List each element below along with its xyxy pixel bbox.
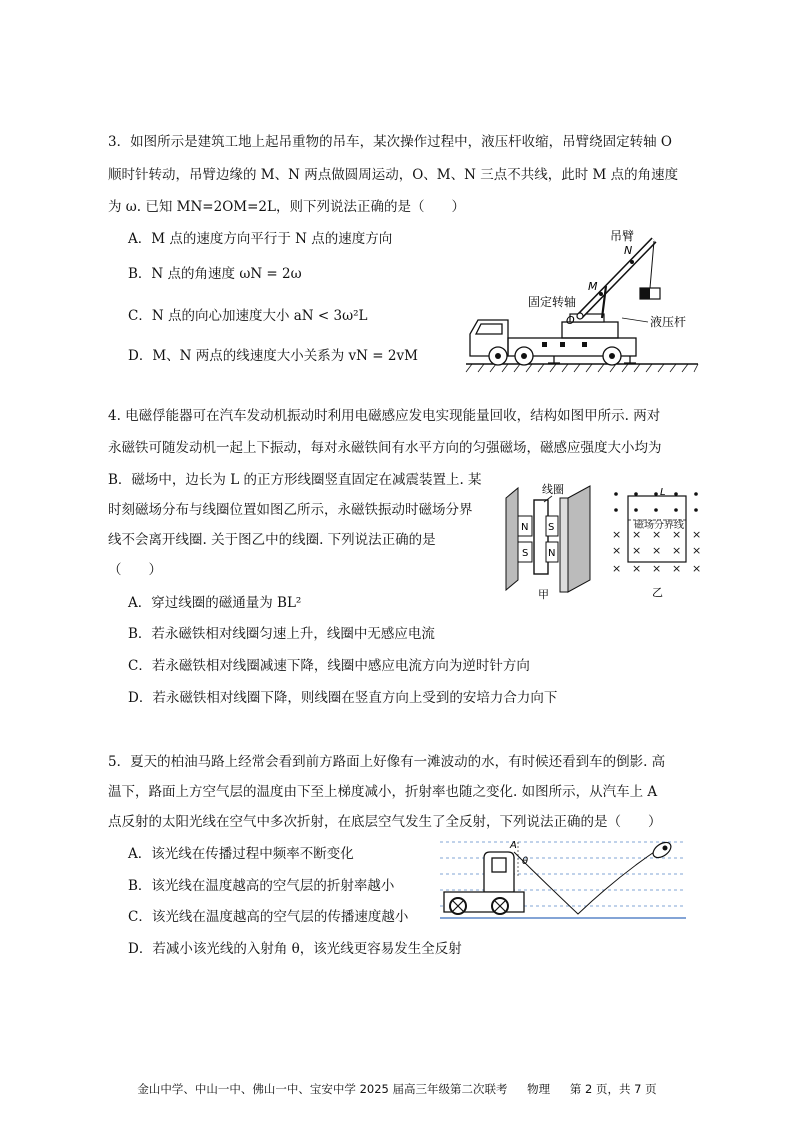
q4-option-c[interactable] xyxy=(128,656,530,676)
label-theta: θ xyxy=(522,856,529,867)
field-crosses xyxy=(612,528,701,575)
q3-option-b[interactable] xyxy=(128,264,302,284)
figure-yi xyxy=(608,484,704,600)
q3-option-d[interactable] xyxy=(128,346,418,366)
q3-stem-line3: 为 ω. 已知 MN=2OM=2L，则下列说法正确的是（ ） xyxy=(108,199,465,215)
magnet-n-right: N xyxy=(548,548,556,559)
option-text: 该光线在温度越高的空气层的折射率越小 xyxy=(151,878,395,894)
svg-text:×: × xyxy=(612,528,622,541)
label-m: M xyxy=(588,280,598,293)
option-text: 该光线在传播过程中频率不断变化 xyxy=(151,846,354,862)
option-label: A． xyxy=(128,231,152,247)
svg-text:×: × xyxy=(612,544,622,557)
svg-text:×: × xyxy=(692,544,702,557)
option-text: 若减小该光线的入射角 θ，该光线更容易发生全反射 xyxy=(152,941,462,957)
option-text: 若永磁铁相对线圈下降，则线圈在竖直方向上受到的安培力合力向下 xyxy=(152,690,558,706)
magnet-s-left: S xyxy=(522,548,529,559)
footer-page: 第 2 页，共 7 页 xyxy=(569,1082,657,1096)
footer-subject: 物理 xyxy=(527,1082,551,1096)
q5-option-c[interactable] xyxy=(128,907,408,927)
option-label: A． xyxy=(128,595,152,611)
q5-option-d[interactable] xyxy=(128,939,462,959)
q3-option-a[interactable] xyxy=(128,229,392,249)
option-text: 若永磁铁相对线圈减速下降，线圈中感应电流方向为逆时针方向 xyxy=(151,658,530,674)
option-text: 该光线在温度越高的空气层的传播速度越小 xyxy=(151,909,409,925)
svg-text:×: × xyxy=(672,562,682,575)
svg-text:×: × xyxy=(672,528,682,541)
option-label: C． xyxy=(128,658,152,674)
option-text: M、N 两点的线速度大小关系为 vN = 2vM xyxy=(152,348,418,364)
svg-text:×: × xyxy=(652,562,662,575)
svg-text:×: × xyxy=(632,528,642,541)
left-plate xyxy=(506,488,518,590)
pivot-o xyxy=(577,313,583,319)
option-label: C． xyxy=(128,308,152,324)
right-plate xyxy=(568,486,590,592)
q3-stem-line1: 3．如图所示是建筑工地上起吊重物的吊车，某次操作过程中，液压杆收缩，吊臂绕固定转轴 O xyxy=(108,134,672,150)
panel-dot xyxy=(560,342,565,347)
magnet-s-right: S xyxy=(548,522,555,533)
label-l: L xyxy=(660,487,666,498)
figure-jia xyxy=(500,476,604,602)
label-o: O xyxy=(566,314,575,327)
q5-stem-line3: 点反射的太阳光线在空气中多次折射，在底层空气发生了全反射，下列说法正确的是（ ） xyxy=(108,814,662,830)
magnet-n-left: N xyxy=(521,522,529,533)
option-text: 若永磁铁相对线圈匀速上升，线圈中无感应电流 xyxy=(151,626,435,642)
q4-option-d[interactable] xyxy=(128,688,557,708)
label-coil: 线圈 xyxy=(542,483,564,496)
q4-stem-line3: B．磁场中，边长为 L 的正方形线圈竖直固定在减震装置上. 某 xyxy=(108,472,482,488)
svg-text:×: × xyxy=(672,544,682,557)
q5-option-b[interactable] xyxy=(128,876,394,896)
q4-stem-line4: 时刻磁场分布与线圈位置如图乙所示，永磁铁振动时磁场分界 xyxy=(108,502,473,518)
q4-option-b[interactable] xyxy=(128,624,435,644)
mirage-figure xyxy=(438,836,688,924)
label-jia: 甲 xyxy=(538,588,549,601)
boom xyxy=(580,240,654,316)
label-n: N xyxy=(624,244,633,257)
option-text: N 点的角速度 ωN = 2ω xyxy=(151,266,302,282)
right-plate-edge xyxy=(560,498,568,592)
svg-text:×: × xyxy=(692,562,702,575)
option-label: B． xyxy=(128,266,152,282)
page-footer xyxy=(0,1081,794,1097)
q3-stem-line2: 顺时针转动，吊臂边缘的 M、N 两点做圆周运动，O、M、N 三点不共线，此时 M 点的角速度 xyxy=(108,167,679,183)
q4-stem-line6: （ ） xyxy=(108,562,162,578)
option-label: B． xyxy=(128,626,152,642)
q5-stem-line1: 5．夏天的柏油马路上经常会看到前方路面上好像有一滩波动的水，有时候还看到车的倒影. 高 xyxy=(108,754,666,770)
outriggers xyxy=(548,356,636,363)
q4-option-a[interactable] xyxy=(128,593,301,613)
field-dots xyxy=(614,492,698,512)
svg-text:×: × xyxy=(652,544,662,557)
q5-stem-line2: 温下，路面上方空气层的温度由下至上梯度减小，折射率也随之变化. 如图所示，从汽车上 A xyxy=(108,784,658,800)
q4-stem-line2: 永磁铁可随发动机一起上下振动，每对永磁铁间有水平方向的匀强磁场，磁感应强度大小均为 xyxy=(108,440,662,456)
label-boom: 吊臂 xyxy=(610,229,635,243)
svg-text:×: × xyxy=(632,562,642,575)
label-axis: 固定转轴 xyxy=(528,295,577,309)
option-label: D． xyxy=(128,690,153,706)
q3-option-c[interactable] xyxy=(128,306,367,326)
label-boundary: 磁场分界线 xyxy=(634,520,684,531)
label-rod: 液压杆 xyxy=(650,315,687,329)
q4-stem-line1: 4. 电磁俘能器可在汽车发动机振动时利用电磁感应发电实现能量回收，结构如图甲所示. 两对 xyxy=(108,408,661,424)
eye-icon xyxy=(650,839,673,860)
q5-option-a[interactable] xyxy=(128,844,354,864)
svg-text:×: × xyxy=(612,562,622,575)
option-label: D． xyxy=(128,348,153,364)
option-label: C． xyxy=(128,909,152,925)
panel-dot xyxy=(542,342,547,347)
option-text: 穿过线圈的磁通量为 BL² xyxy=(151,595,302,611)
svg-text:×: × xyxy=(632,544,642,557)
label-yi: 乙 xyxy=(652,586,663,599)
label-a: A xyxy=(510,840,517,851)
load xyxy=(640,288,660,299)
q4-stem-line5: 线不会离开线圈. 关于图乙中的线圈. 下列说法正确的是 xyxy=(108,532,436,548)
option-text: M 点的速度方向平行于 N 点的速度方向 xyxy=(151,231,393,247)
point-n xyxy=(630,260,634,264)
option-label: B． xyxy=(128,878,152,894)
option-label: A． xyxy=(128,846,152,862)
crane-figure xyxy=(462,226,702,378)
option-label: D． xyxy=(128,941,153,957)
rod-leader xyxy=(622,318,648,322)
panel-dot xyxy=(582,342,587,347)
option-text: N 点的向心加速度大小 aN < 3ω²L xyxy=(151,308,368,324)
svg-text:×: × xyxy=(652,528,662,541)
point-m xyxy=(599,292,603,296)
svg-text:×: × xyxy=(692,528,702,541)
coil xyxy=(534,500,548,574)
footer-school: 金山中学、中山一中、佛山一中、宝安中学 2025 届高三年级第二次联考 xyxy=(137,1082,508,1096)
turntable xyxy=(570,314,604,322)
